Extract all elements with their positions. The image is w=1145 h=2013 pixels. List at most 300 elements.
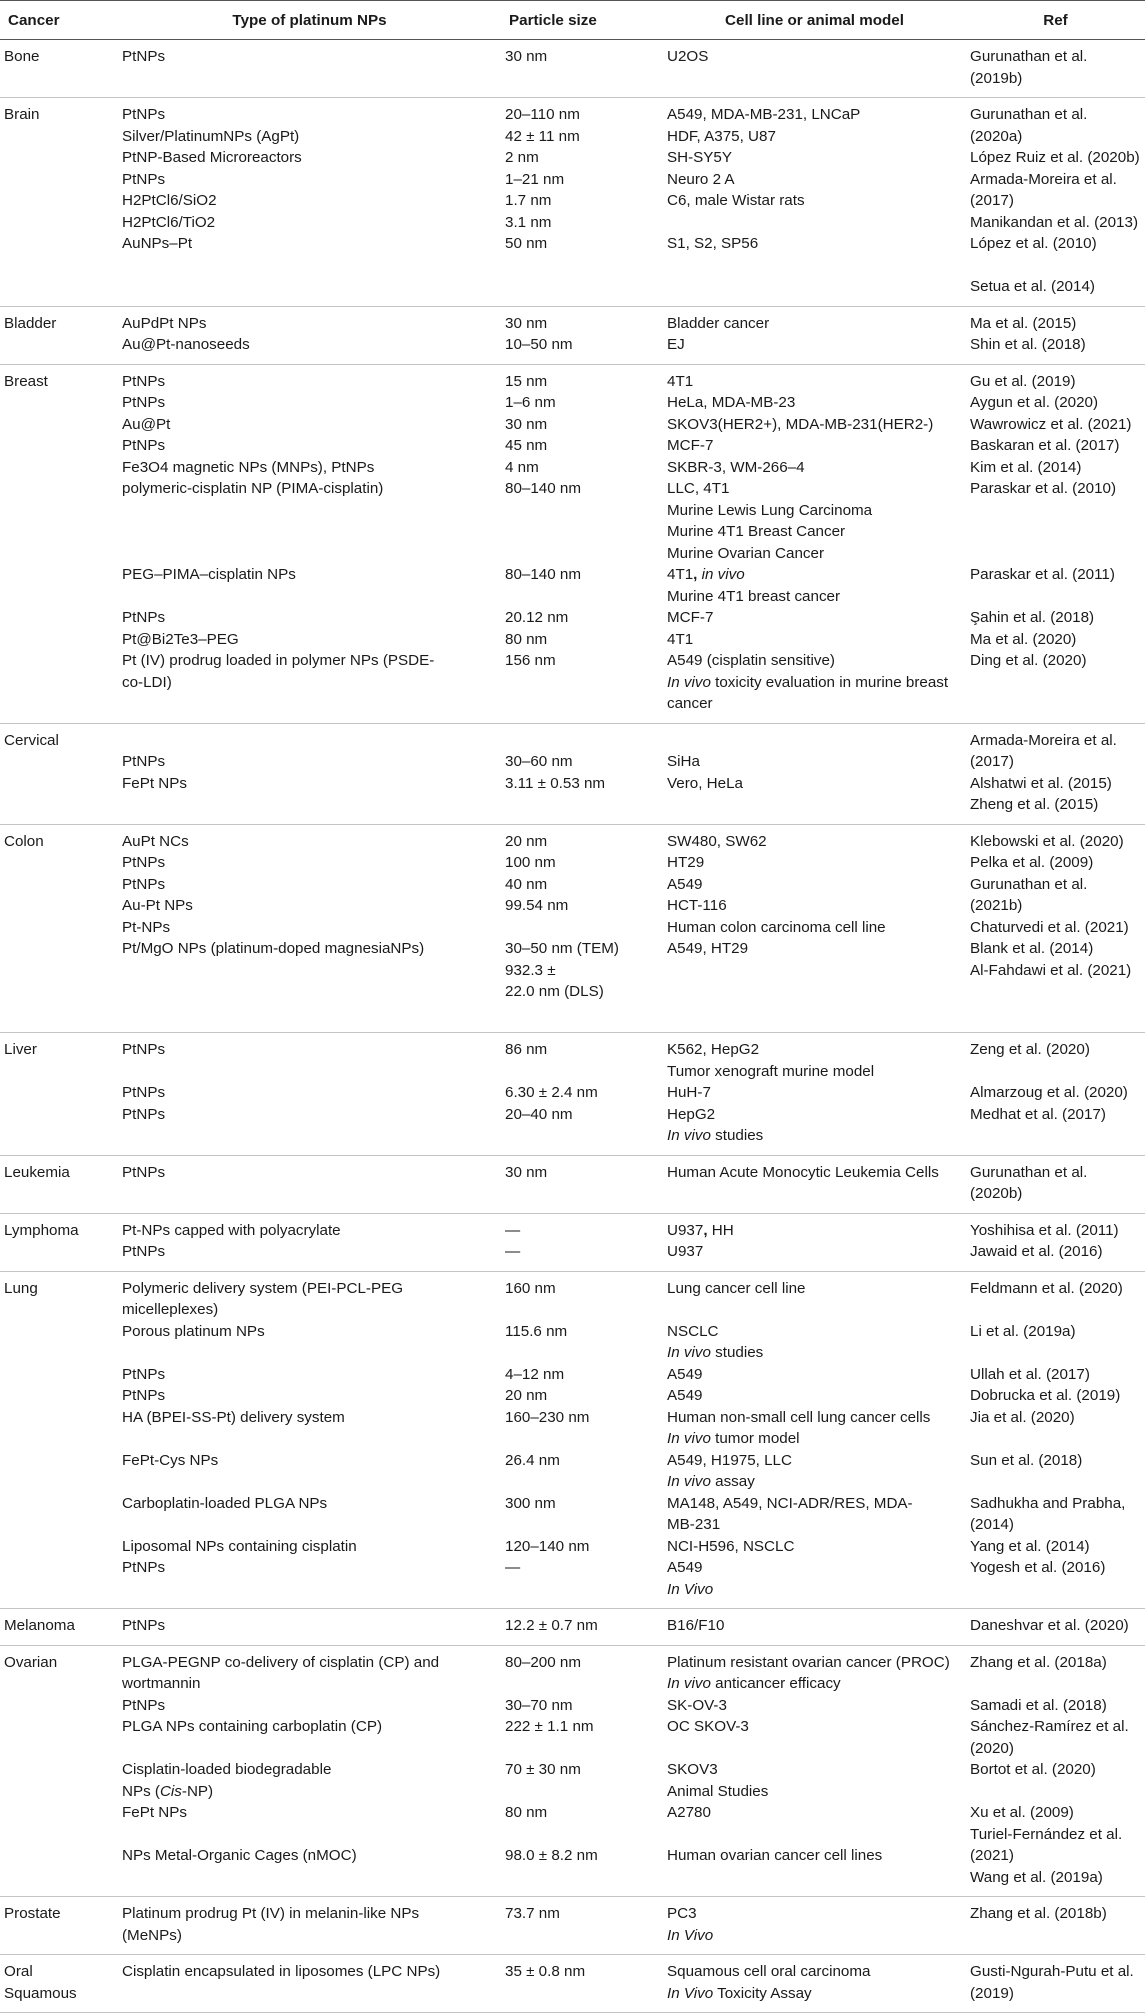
cancer-label: Lung — [4, 1279, 38, 1297]
cell-line: Human non-small cell lung cancer cells — [667, 1408, 931, 1426]
size-line: 156 nm — [505, 652, 556, 669]
type-line: Pt (IV) prodrug loaded in polymer NPs (PSDE- — [122, 652, 435, 669]
ref-line: (2019) — [970, 1984, 1014, 2002]
size-line: 20–110 nm — [505, 106, 580, 123]
ref-line — [970, 693, 1141, 715]
cancer-label: Bone — [4, 48, 40, 65]
size-line: — — [505, 1221, 521, 1239]
ref-line — [970, 1299, 1141, 1321]
cell-line: A549 — [667, 1365, 703, 1383]
size-line — [505, 1471, 659, 1493]
cell-line: NCI-H596, NSCLC — [667, 1537, 795, 1555]
type-line — [122, 1125, 497, 1147]
type-line — [122, 543, 497, 565]
cancer-cell — [0, 1609, 118, 1646]
type-line: Cisplatin encapsulated in liposomes (LPC NPs) — [122, 1963, 441, 1980]
type-line: NPs (Cis-NP) — [122, 1782, 214, 1800]
cell-line-cell — [663, 1897, 966, 1955]
size-line — [505, 672, 659, 694]
size-line: 4 nm — [505, 458, 539, 476]
cancer-cell — [0, 40, 118, 98]
cell-line: PC3 — [667, 1905, 697, 1922]
ref-line: Klebowski et al. (2020) — [970, 832, 1124, 850]
size-line — [505, 1125, 659, 1147]
type-line: PtNPs — [122, 875, 166, 893]
cancer-label: Melanoma — [4, 1617, 75, 1634]
size-cell — [501, 364, 663, 723]
ref-line — [970, 981, 1141, 1003]
cell-line: K562, HepG2 — [667, 1041, 760, 1058]
size-line: 300 nm — [505, 1494, 556, 1512]
size-line — [505, 693, 659, 715]
table-row — [0, 1897, 1145, 1955]
size-line — [505, 1824, 659, 1846]
cancer-label: Cervical — [4, 731, 59, 749]
cancer-label: Liver — [4, 1041, 37, 1058]
type-line: PtNPs — [122, 48, 166, 65]
type-line: PLGA-PEGNP co-delivery of cisplatin (CP) and — [122, 1653, 440, 1671]
size-line: 35 ± 0.8 nm — [505, 1963, 586, 1980]
header-ref: Ref — [966, 1, 1145, 40]
cell-line — [667, 212, 962, 234]
ref-line: Ding et al. (2020) — [970, 652, 1087, 669]
ref-cell — [966, 1271, 1145, 1609]
cancer-label: Bladder — [4, 314, 57, 332]
cell-line: In vivo studies — [667, 1344, 764, 1361]
ref-line: (2014) — [970, 1516, 1014, 1533]
size-line — [505, 1299, 659, 1321]
size-line: 30–60 nm — [505, 753, 573, 770]
cell-line: In vivo tumor model — [667, 1430, 800, 1447]
cell-line: Murine Lewis Lung Carcinoma — [667, 501, 873, 519]
type-line: PtNPs — [122, 1243, 166, 1260]
size-line: 932.3 ± — [505, 961, 556, 979]
cell-line: Vero, HeLa — [667, 774, 743, 792]
type-line: PtNPs — [122, 170, 166, 188]
table-row — [0, 1155, 1145, 1213]
ref-cell — [966, 1155, 1145, 1213]
size-line: 3.11 ± 0.53 nm — [505, 774, 606, 792]
ref-line: Armada-Moreira et al. (2017) — [970, 731, 1122, 770]
type-line: PtNPs — [122, 1559, 166, 1576]
size-line: 12.2 ± 0.7 nm — [505, 1617, 598, 1634]
size-line: 120–140 nm — [505, 1537, 590, 1555]
type-line: Cisplatin-loaded biodegradable — [122, 1761, 332, 1778]
ref-line: Gu et al. (2019) — [970, 372, 1076, 390]
cell-line-cell — [663, 1033, 966, 1156]
cancer-cell — [0, 1033, 118, 1156]
type-line: wortmannin — [122, 1675, 201, 1692]
size-line: 20 nm — [505, 1387, 548, 1404]
type-line: PtNPs — [122, 1163, 166, 1181]
size-line: 80 nm — [505, 630, 548, 648]
size-line — [505, 543, 659, 565]
type-line: H2PtCl6/SiO2 — [122, 192, 217, 209]
ref-line: Sadhukha and Prabha, — [970, 1494, 1126, 1512]
cancer-cell — [0, 98, 118, 307]
type-line — [122, 586, 497, 608]
type-cell — [118, 1155, 501, 1213]
ref-line — [970, 1925, 1141, 1947]
type-line — [122, 500, 497, 522]
cell-line: Human Acute Monocytic Leukemia Cells — [667, 1163, 939, 1181]
ref-line: Almarzoug et al. (2020) — [970, 1084, 1128, 1101]
type-line — [122, 1428, 497, 1450]
size-line — [505, 1514, 659, 1536]
cancer-label: Oral — [4, 1963, 33, 1980]
type-line — [122, 1738, 497, 1760]
ref-line — [970, 1781, 1141, 1803]
cell-line: cancer — [667, 695, 713, 712]
cell-line: 4T1, in vivo — [667, 566, 745, 583]
cell-line: A549 — [667, 1387, 703, 1404]
size-line — [505, 500, 659, 522]
size-line — [505, 730, 659, 752]
size-line — [505, 1738, 659, 1760]
cancer-label: Prostate — [4, 1905, 61, 1922]
type-line: Porous platinum NPs — [122, 1322, 265, 1340]
ref-line — [970, 1428, 1141, 1450]
cell-line — [667, 1824, 962, 1846]
cell-line-cell — [663, 1645, 966, 1897]
ref-line: Alshatwi et al. (2015) — [970, 774, 1112, 792]
size-line: 26.4 nm — [505, 1451, 560, 1469]
cancer-label: Lymphoma — [4, 1221, 79, 1239]
type-line: Liposomal NPs containing cisplatin — [122, 1537, 357, 1555]
header-type: Type of platinum NPs — [118, 1, 501, 40]
cell-line: HeLa, MDA-MB-23 — [667, 394, 796, 411]
type-line — [122, 1061, 497, 1083]
cell-line-cell — [663, 824, 966, 1033]
ref-line: Yang et al. (2014) — [970, 1537, 1090, 1555]
size-line: 2 nm — [505, 149, 539, 166]
ref-line: Yogesh et al. (2016) — [970, 1559, 1106, 1576]
size-cell — [501, 824, 663, 1033]
ref-line: Ma et al. (2015) — [970, 314, 1077, 332]
type-line: PtNPs — [122, 854, 166, 871]
type-line: Au@Pt — [122, 415, 171, 433]
cell-line: C6, male Wistar rats — [667, 192, 805, 209]
cancer-cell — [0, 1213, 118, 1271]
ref-line — [970, 1125, 1141, 1147]
size-line: 86 nm — [505, 1041, 548, 1058]
ref-line: Gurunathan et al. (2021b) — [970, 875, 1092, 914]
cell-line: U937, HH — [667, 1221, 734, 1239]
header-cancer: Cancer — [0, 1, 118, 40]
cancer-cell — [0, 824, 118, 1033]
ref-cell — [966, 1033, 1145, 1156]
ref-line — [970, 1673, 1141, 1695]
cancer-label: Leukemia — [4, 1163, 70, 1181]
ref-cell — [966, 1955, 1145, 2013]
cell-line: HT29 — [667, 854, 705, 871]
size-cell — [501, 1645, 663, 1897]
cancer-label: Colon — [4, 832, 44, 850]
ref-line: Sun et al. (2018) — [970, 1451, 1083, 1469]
size-line: 20–40 nm — [505, 1105, 573, 1123]
type-line — [122, 1342, 497, 1364]
ref-cell — [966, 1897, 1145, 1955]
type-line: NPs Metal-Organic Cages (nMOC) — [122, 1847, 357, 1864]
size-line: 45 nm — [505, 437, 548, 454]
cancer-cell — [0, 1897, 118, 1955]
ref-line: Ullah et al. (2017) — [970, 1365, 1090, 1383]
cell-line: In vivo toxicity evaluation in murine breast — [667, 673, 949, 691]
type-line — [122, 981, 497, 1003]
cell-line: EJ — [667, 336, 685, 353]
cell-line: SKOV3(HER2+), MDA-MB-231(HER2-) — [667, 415, 934, 433]
type-line: (MeNPs) — [122, 1926, 182, 1944]
type-line — [122, 1983, 497, 2005]
table-row — [0, 1955, 1145, 2013]
cell-line: Murine 4T1 Breast Cancer — [667, 523, 846, 540]
cancer-label: Breast — [4, 372, 48, 390]
cell-line: In vivo studies — [667, 1127, 764, 1144]
ref-cell — [966, 306, 1145, 364]
size-cell — [501, 306, 663, 364]
ref-line: Zeng et al. (2020) — [970, 1041, 1090, 1058]
cell-line — [667, 730, 962, 752]
ref-line: Samadi et al. (2018) — [970, 1696, 1107, 1714]
cell-line — [667, 981, 962, 1003]
cell-line: HCT-116 — [667, 897, 727, 914]
type-line: Pt/MgO NPs (platinum-doped magnesiaNPs) — [122, 940, 425, 957]
ref-line: Şahin et al. (2018) — [970, 609, 1095, 626]
cancer-cell — [0, 364, 118, 723]
table-row — [0, 40, 1145, 98]
size-line: 80–140 nm — [505, 480, 581, 497]
table-row — [0, 1033, 1145, 1156]
ref-line: Gurunathan et al. (2019b) — [970, 48, 1092, 87]
ref-line: Kim et al. (2014) — [970, 458, 1082, 476]
type-cell — [118, 40, 501, 98]
cell-line: 4T1 — [667, 630, 694, 648]
cell-line: B16/F10 — [667, 1617, 725, 1634]
ref-line — [970, 672, 1141, 694]
table-header — [0, 1, 1145, 40]
cell-line-cell — [663, 1155, 966, 1213]
cancer-cell — [0, 723, 118, 824]
cell-line: MCF-7 — [667, 609, 714, 626]
cancer-label: Brain — [4, 106, 40, 123]
header-row — [0, 1, 1145, 40]
size-line: — — [505, 1559, 521, 1576]
cell-line: SiHa — [667, 753, 700, 770]
size-line: 50 nm — [505, 235, 548, 252]
ref-cell — [966, 98, 1145, 307]
type-line: micelleplexes) — [122, 1301, 219, 1318]
cell-line: In vivo anticancer efficacy — [667, 1675, 841, 1692]
size-line: 160 nm — [505, 1279, 556, 1297]
type-line: AuPt NCs — [122, 832, 189, 850]
table-body — [0, 40, 1145, 2013]
type-cell — [118, 1955, 501, 2013]
cell-line — [667, 1738, 962, 1760]
type-cell — [118, 1645, 501, 1897]
cell-line: SW480, SW62 — [667, 832, 767, 850]
size-line: 30–70 nm — [505, 1696, 573, 1714]
cell-line: Bladder cancer — [667, 314, 770, 332]
ref-line: Gurunathan et al. (2020a) — [970, 106, 1092, 145]
size-cell — [501, 1609, 663, 1646]
type-line: Pt@Bi2Te3–PEG — [122, 630, 239, 648]
size-line — [505, 1428, 659, 1450]
size-cell — [501, 1033, 663, 1156]
size-cell — [501, 1271, 663, 1609]
type-line: Pt-NPs capped with polyacrylate — [122, 1221, 341, 1239]
ref-line: Paraskar et al. (2011) — [970, 566, 1115, 583]
cell-line: Murine 4T1 breast cancer — [667, 587, 841, 605]
table-row — [0, 364, 1145, 723]
cell-line: SK-OV-3 — [667, 1696, 727, 1714]
cell-line-cell — [663, 1271, 966, 1609]
type-line: PtNPs — [122, 1387, 166, 1404]
size-line: 99.54 nm — [505, 897, 569, 914]
cell-line: A549, HT29 — [667, 940, 749, 957]
type-line: PtNPs — [122, 437, 166, 454]
ref-line: (2020) — [970, 1739, 1014, 1757]
ref-line: Shin et al. (2018) — [970, 336, 1086, 353]
table-row — [0, 1609, 1145, 1646]
size-line — [505, 1781, 659, 1803]
type-line: PtNPs — [122, 394, 166, 411]
ref-line: Sánchez-Ramírez et al. — [970, 1718, 1129, 1735]
type-line — [122, 1514, 497, 1536]
cell-line: A549, MDA-MB-231, LNCaP — [667, 106, 861, 123]
cancer-label: Squamous — [4, 1984, 77, 2002]
size-line — [505, 586, 659, 608]
ref-cell — [966, 723, 1145, 824]
size-line: 70 ± 30 nm — [505, 1761, 581, 1778]
size-cell — [501, 1155, 663, 1213]
size-cell — [501, 1955, 663, 2013]
ref-line — [970, 1342, 1141, 1364]
cell-line: MB-231 — [667, 1516, 721, 1533]
header-particle-size: Particle size — [501, 1, 663, 40]
type-cell — [118, 1213, 501, 1271]
type-cell — [118, 364, 501, 723]
cell-line — [667, 960, 962, 982]
table-row — [0, 1271, 1145, 1609]
type-line — [122, 1579, 497, 1601]
type-line: AuPdPt NPs — [122, 314, 207, 332]
cell-line-cell — [663, 364, 966, 723]
type-line: H2PtCl6/TiO2 — [122, 213, 216, 231]
ref-line — [970, 1471, 1141, 1493]
ref-line: Pelka et al. (2009) — [970, 854, 1094, 871]
type-line: PtNPs — [122, 372, 166, 390]
ref-line: Manikandan et al. (2013) — [970, 213, 1139, 231]
ref-line: Baskaran et al. (2017) — [970, 437, 1120, 454]
size-line: 80 nm — [505, 1804, 548, 1821]
ref-line: Wang et al. (2019a) — [970, 1868, 1103, 1886]
size-line — [505, 1579, 659, 1601]
ref-line: Gurunathan et al. (2020b) — [970, 1163, 1092, 1202]
table-row — [0, 306, 1145, 364]
type-line: FePt NPs — [122, 774, 187, 792]
type-line — [122, 730, 497, 752]
ref-line: Turiel-Fernández et al. (2021) — [970, 1825, 1127, 1864]
type-line: Pt-NPs — [122, 918, 171, 936]
size-line: 30 nm — [505, 1163, 548, 1181]
size-cell — [501, 40, 663, 98]
size-line — [505, 1061, 659, 1083]
size-cell — [501, 1897, 663, 1955]
size-line: 1–21 nm — [505, 170, 565, 188]
cell-line: SKBR-3, WM-266–4 — [667, 458, 805, 476]
cell-line-cell — [663, 98, 966, 307]
size-line: 73.7 nm — [505, 1905, 560, 1922]
cell-line: SKOV3 — [667, 1761, 718, 1778]
ref-line: Yoshihisa et al. (2011) — [970, 1221, 1119, 1239]
size-line: 30 nm — [505, 415, 548, 433]
cancer-label: Ovarian — [4, 1653, 58, 1671]
size-cell — [501, 1213, 663, 1271]
size-line — [505, 917, 659, 939]
type-line — [122, 693, 497, 715]
cell-line: LLC, 4T1 — [667, 480, 730, 497]
size-line: 22.0 nm (DLS) — [505, 983, 604, 1000]
ref-line: Jia et al. (2020) — [970, 1408, 1075, 1426]
size-line: 100 nm — [505, 854, 556, 871]
type-line: FePt-Cys NPs — [122, 1451, 219, 1469]
cell-line — [667, 1299, 962, 1321]
cell-line: A549 (cisplatin sensitive) — [667, 652, 835, 669]
size-line: 10–50 nm — [505, 336, 573, 353]
size-line: 20.12 nm — [505, 609, 569, 626]
type-line: Au-Pt NPs — [122, 897, 193, 914]
ref-line: López Ruiz et al. (2020b) — [970, 149, 1140, 166]
type-cell — [118, 1271, 501, 1609]
ref-line — [970, 586, 1141, 608]
type-line: PtNPs — [122, 1105, 166, 1123]
ref-cell — [966, 40, 1145, 98]
ref-line — [970, 1579, 1141, 1601]
size-line: 160–230 nm — [505, 1408, 590, 1426]
cell-line: U2OS — [667, 48, 709, 65]
cell-line-cell — [663, 723, 966, 824]
cell-line: A549, H1975, LLC — [667, 1451, 792, 1469]
size-line: 42 ± 11 nm — [505, 127, 580, 145]
size-line: 115.6 nm — [505, 1322, 568, 1340]
type-line: Polymeric delivery system (PEI-PCL-PEG — [122, 1279, 404, 1297]
type-cell — [118, 824, 501, 1033]
cell-line: MA148, A549, NCI-ADR/RES, MDA- — [667, 1494, 913, 1512]
ref-line: Aygun et al. (2020) — [970, 394, 1099, 411]
type-line: PtNPs — [122, 106, 166, 123]
ref-cell — [966, 824, 1145, 1033]
size-line — [505, 1342, 659, 1364]
ref-line: Dobrucka et al. (2019) — [970, 1387, 1121, 1404]
size-line: 1–6 nm — [505, 394, 556, 411]
table-row — [0, 723, 1145, 824]
ref-line: Chaturvedi et al. (2021) — [970, 918, 1129, 936]
type-line: Platinum prodrug Pt (IV) in melanin-like NPs — [122, 1905, 420, 1922]
size-line: 40 nm — [505, 875, 548, 893]
type-cell — [118, 723, 501, 824]
ref-line: Paraskar et al. (2010) — [970, 480, 1117, 497]
cell-line: 4T1 — [667, 372, 694, 390]
ref-line: Zhang et al. (2018b) — [970, 1905, 1107, 1922]
cancer-cell — [0, 306, 118, 364]
ref-line: Xu et al. (2009) — [970, 1804, 1074, 1821]
type-line: co-LDI) — [122, 673, 172, 691]
cell-line: Neuro 2 A — [667, 170, 735, 188]
ref-cell — [966, 1213, 1145, 1271]
type-line: Fe3O4 magnetic NPs (MNPs), PtNPs — [122, 458, 375, 476]
ref-cell — [966, 1609, 1145, 1646]
ref-line: Wawrowicz et al. (2021) — [970, 415, 1132, 433]
